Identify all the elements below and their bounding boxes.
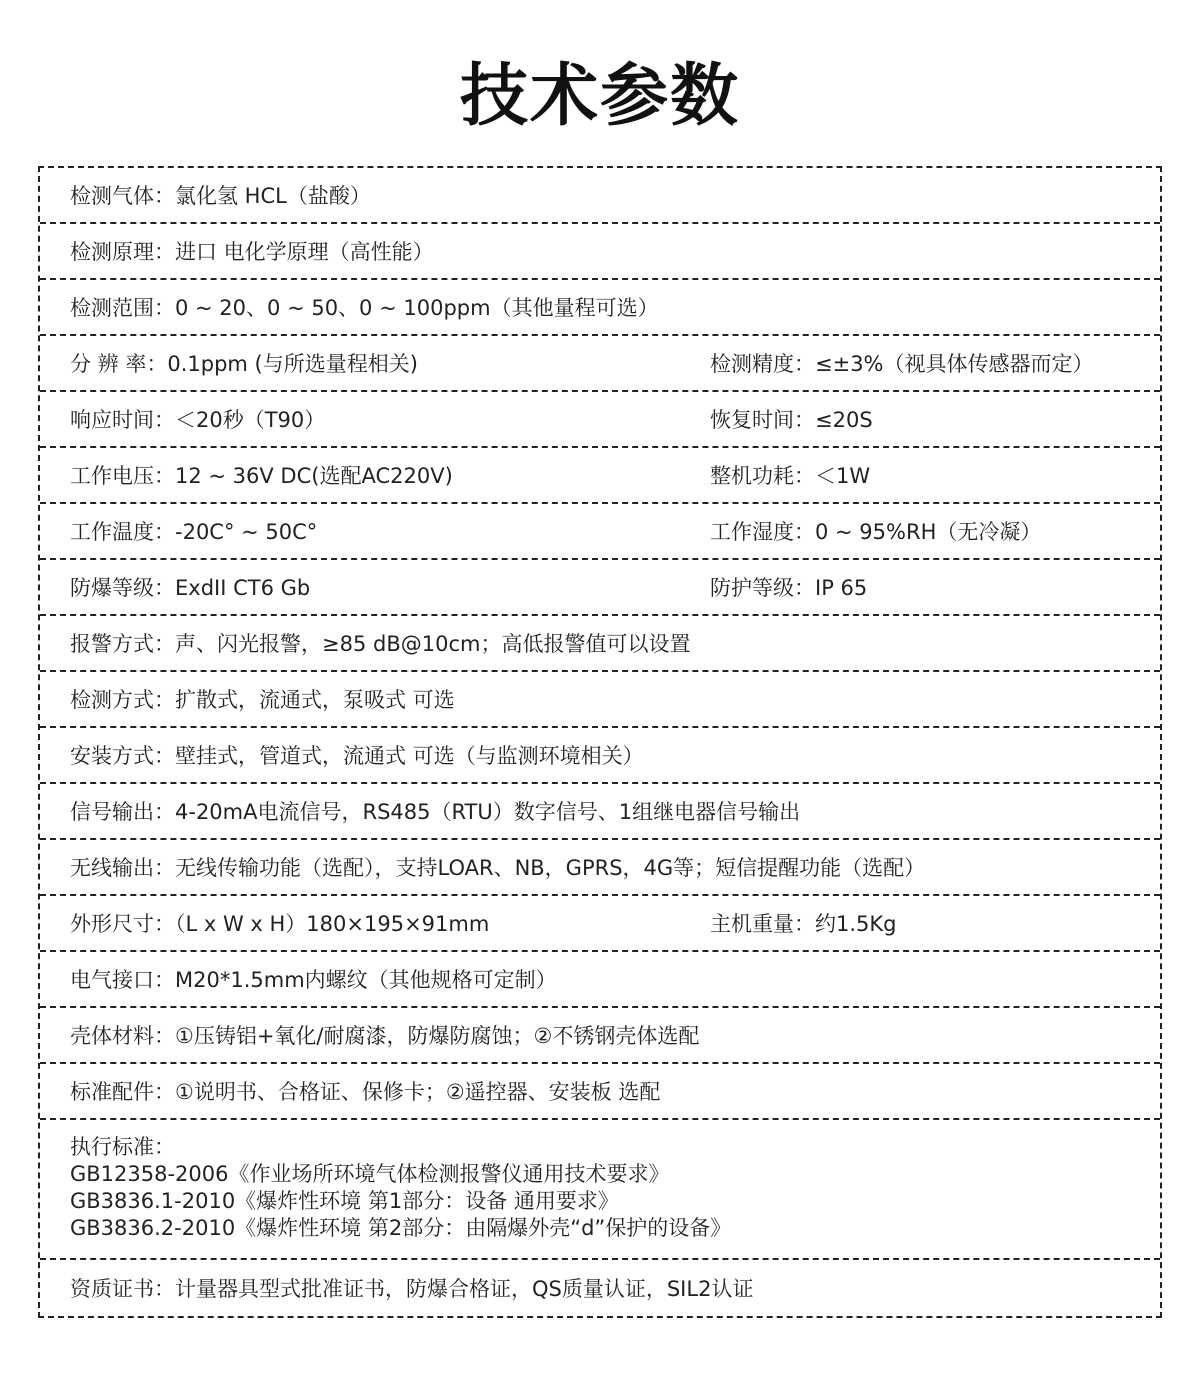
spec-row-wireless xyxy=(40,840,1160,896)
spec-protection-grade: 防护等级：IP 65 xyxy=(710,576,868,600)
standard-line: GB3836.1-2010《爆炸性环境 第1部分：设备 通用要求》 xyxy=(70,1189,619,1213)
spec-row-explosion xyxy=(40,560,1160,616)
spec-table xyxy=(38,166,1162,1318)
spec-voltage: 工作电压：12 ~ 36V DC(选配AC220V) xyxy=(70,464,453,488)
spec-row-response xyxy=(40,392,1160,448)
spec-row-temperature xyxy=(40,504,1160,560)
spec-row-range xyxy=(40,280,1160,336)
spec-resolution: 分 辨 率：0.1ppm (与所选量程相关) xyxy=(70,352,418,376)
spec-power: 整机功耗：＜1W xyxy=(710,464,871,488)
spec-row-voltage xyxy=(40,448,1160,504)
spec-accuracy: 检测精度：≤±3%（视具体传感器而定） xyxy=(710,352,1094,376)
spec-row-detect-mode xyxy=(40,672,1160,728)
spec-row-dimensions xyxy=(40,896,1160,952)
spec-row-gas xyxy=(40,168,1160,224)
spec-detect-range: 检测范围：0 ~ 20、0 ~ 50、0 ~ 100ppm（其他量程可选） xyxy=(70,296,659,320)
spec-temperature: 工作温度：-20C° ~ 50C° xyxy=(70,520,318,544)
spec-humidity: 工作湿度：0 ~ 95%RH（无冷凝） xyxy=(710,520,1042,544)
spec-row-standards xyxy=(40,1120,1160,1260)
spec-row-interface xyxy=(40,952,1160,1008)
page-title: 技术参数 xyxy=(459,57,740,136)
spec-row-certificates xyxy=(40,1260,1160,1316)
standard-line: GB3836.2-2010《爆炸性环境 第2部分：由隔爆外壳“d”保护的设备》 xyxy=(70,1216,732,1240)
spec-row-accessories xyxy=(40,1064,1160,1120)
spec-standard-accessories: 标准配件：①说明书、合格证、保修卡；②遥控器、安装板 选配 xyxy=(70,1080,661,1104)
spec-detect-principle: 检测原理：进口 电化学原理（高性能） xyxy=(70,240,434,264)
spec-electrical-interface: 电气接口：M20*1.5mm内螺纹（其他规格可定制） xyxy=(70,968,557,992)
spec-row-install xyxy=(40,728,1160,784)
spec-install-mode: 安装方式：壁挂式，管道式，流通式 可选（与监测环境相关） xyxy=(70,744,644,768)
spec-row-alarm xyxy=(40,616,1160,672)
spec-detect-gas: 检测气体：氯化氢 HCL（盐酸） xyxy=(70,184,371,208)
spec-response-time: 响应时间：＜20秒（T90） xyxy=(70,408,326,432)
spec-signal-output: 信号输出：4-20mA电流信号，RS485（RTU）数字信号、1组继电器信号输出 xyxy=(70,800,801,824)
spec-dimensions: 外形尺寸：（L x W x H）180×195×91mm xyxy=(70,912,490,936)
spec-alarm-mode: 报警方式：声、闪光报警，≥85 dB@10cm；高低报警值可以设置 xyxy=(70,632,691,656)
spec-housing-material: 壳体材料：①压铸铝+氧化/耐腐漆，防爆防腐蚀；②不锈钢壳体选配 xyxy=(70,1024,700,1048)
spec-certificates: 资质证书：计量器具型式批准证书，防爆合格证，QS质量认证，SIL2认证 xyxy=(70,1277,754,1301)
spec-weight: 主机重量：约1.5Kg xyxy=(710,912,897,936)
standard-line: GB12358-2006《作业场所环境气体检测报警仪通用技术要求》 xyxy=(70,1162,670,1186)
spec-detect-mode: 检测方式：扩散式，流通式，泵吸式 可选 xyxy=(70,688,455,712)
spec-recovery-time: 恢复时间：≤20S xyxy=(710,408,873,432)
spec-row-resolution xyxy=(40,336,1160,392)
spec-wireless-output: 无线输出：无线传输功能（选配），支持LOAR、NB，GPRS，4G等；短信提醒功能（选配） xyxy=(70,856,926,880)
standards-block xyxy=(70,1134,731,1242)
spec-explosion-grade: 防爆等级：ExdII CT6 Gb xyxy=(70,576,311,600)
spec-row-signal xyxy=(40,784,1160,840)
standards-heading: 执行标准： xyxy=(70,1135,175,1159)
spec-row-principle xyxy=(40,224,1160,280)
spec-row-material xyxy=(40,1008,1160,1064)
